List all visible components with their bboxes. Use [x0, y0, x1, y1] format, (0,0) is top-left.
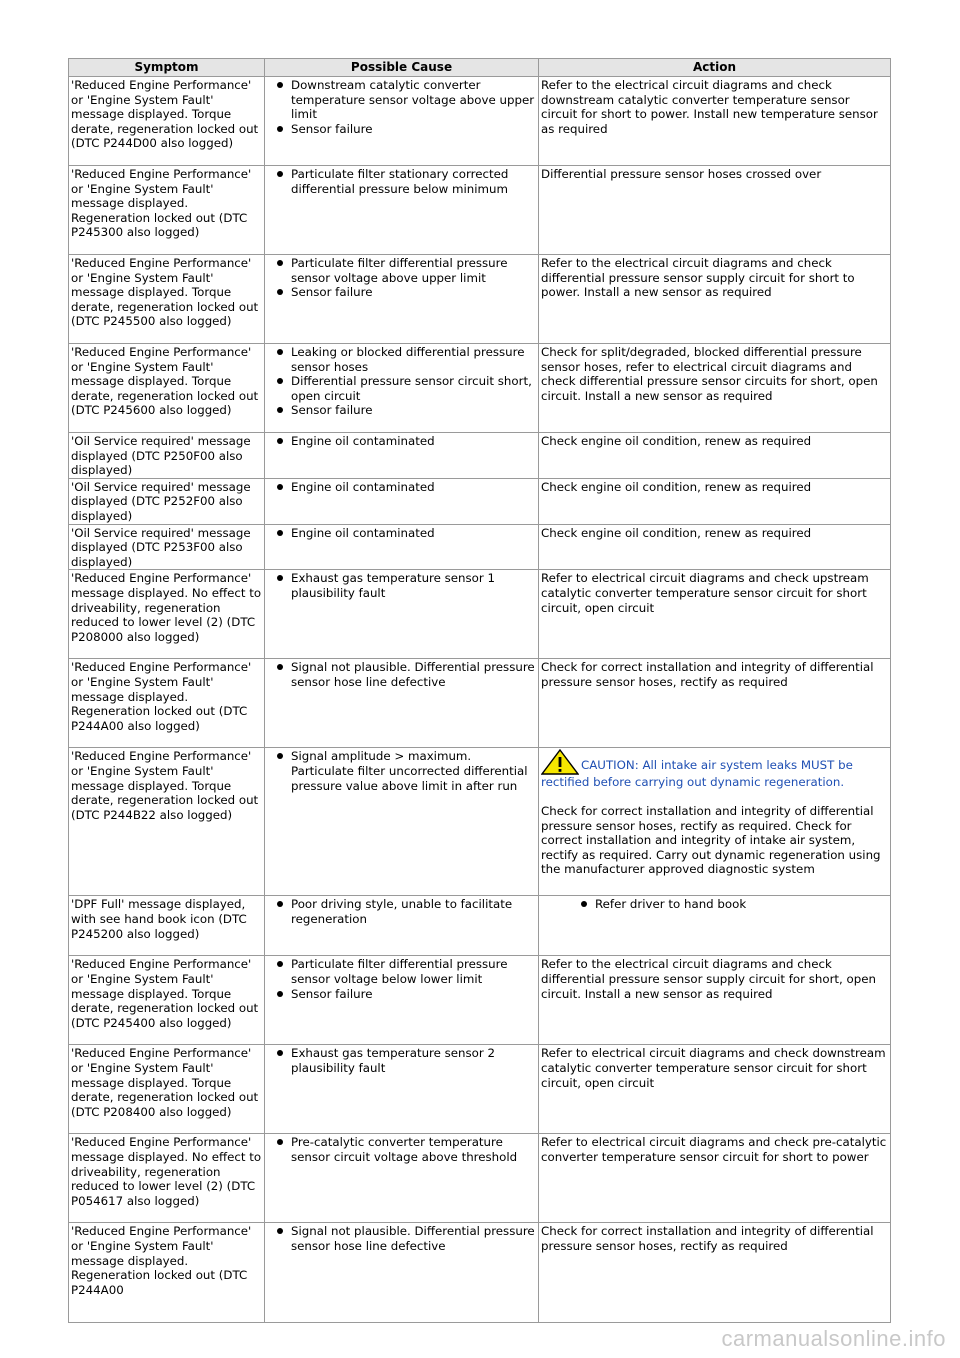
cause-bullet-item: Engine oil contaminated	[267, 480, 536, 495]
table-row	[69, 255, 891, 344]
action-text: Refer to electrical circuit diagrams and check pre-catalytic converter temperature sensor circuit for short to power	[541, 1135, 887, 1164]
symptom-cell: 'Reduced Engine Performance' or 'Engine System Fault' message displayed. Regeneration locked out (DTC P244A00 also logged)	[69, 659, 265, 748]
possible-cause-cell	[265, 570, 539, 659]
action-cell	[539, 344, 891, 433]
symptom-table	[68, 58, 891, 1323]
symptom-cell: 'Reduced Engine Performance' or 'Engine System Fault' message displayed. Torque derate, regeneration locked out (DTC P245500 also logged)	[69, 255, 265, 344]
symptom-cell: 'Reduced Engine Performance' or 'Engine System Fault' message displayed. Regeneration locked out (DTC P245300 also logged)	[69, 166, 265, 255]
action-text: Check for correct installation and integrity of differential pressure sensor hoses, rectify as required. Check for correct installation and integrity of intake air system, rectify as required. Carry out dynamic regeneration using the manufacturer approved diagnostic system	[541, 803, 881, 877]
symptom-cell: 'Oil Service required' message displayed (DTC P253F00 also displayed)	[69, 524, 265, 570]
watermark: carmanualsonline.info	[721, 1326, 946, 1351]
action-cell	[539, 1134, 891, 1223]
caution-note	[541, 749, 888, 790]
cause-bullet-item: Particulate filter differential pressure sensor voltage below lower limit	[267, 957, 536, 986]
table-row	[69, 659, 891, 748]
cause-bullet-item: Downstream catalytic converter temperature sensor voltage above upper limit	[267, 78, 536, 122]
symptom-cell: 'Reduced Engine Performance' or 'Engine System Fault' message displayed. Torque derate, regeneration locked out (DTC P245400 also logged)	[69, 956, 265, 1045]
table-row	[69, 748, 891, 896]
symptom-cell: 'Reduced Engine Performance' or 'Engine System Fault' message displayed. Torque derate, regeneration locked out (DTC P208400 also logged)	[69, 1045, 265, 1134]
caution-text: CAUTION: All intake air system leaks MUST be rectified before carrying out dynamic regeneration.	[541, 758, 853, 790]
action-cell	[539, 433, 891, 479]
table-row	[69, 166, 891, 255]
action-text: Check engine oil condition, renew as required	[541, 434, 812, 448]
cause-bullet-item: Particulate filter stationary corrected differential pressure below minimum	[267, 167, 536, 196]
action-cell	[539, 956, 891, 1045]
action-bullet-item: Refer driver to hand book	[571, 897, 888, 912]
action-cell	[539, 255, 891, 344]
action-text: Refer to the electrical circuit diagrams and check downstream catalytic converter temperature sensor circuit for short to power. Install new temperature sensor as required	[541, 78, 878, 136]
table-row	[69, 1045, 891, 1134]
cause-bullet-item: Exhaust gas temperature sensor 1 plausibility fault	[267, 571, 536, 600]
action-text: Refer to the electrical circuit diagrams and check differential pressure sensor supply circuit for short, open circuit. Install a new sensor as required	[541, 957, 876, 1001]
action-text: Check engine oil condition, renew as required	[541, 525, 812, 540]
possible-cause-cell	[265, 659, 539, 748]
action-text: Refer to the electrical circuit diagrams and check differential pressure sensor supply circuit for short to power. Install a new sensor as required	[541, 256, 855, 300]
cause-bullet-item: Sensor failure	[267, 403, 536, 418]
table-row	[69, 77, 891, 166]
action-text: Refer to electrical circuit diagrams and check downstream catalytic converter temperature sensor circuit for short circuit, open circuit	[541, 1046, 886, 1090]
header-action: Action	[539, 59, 891, 77]
table-row	[69, 524, 891, 570]
possible-cause-cell	[265, 956, 539, 1045]
action-cell	[539, 570, 891, 659]
table-row	[69, 1134, 891, 1223]
cause-bullet-item: Differential pressure sensor circuit short, open circuit	[267, 374, 536, 403]
symptom-cell: 'DPF Full' message displayed, with see hand book icon (DTC P245200 also logged)	[69, 896, 265, 956]
cause-bullet-item: Sensor failure	[267, 122, 536, 137]
action-text: Check engine oil condition, renew as required	[541, 479, 812, 494]
possible-cause-cell	[265, 1045, 539, 1134]
action-cell	[539, 659, 891, 748]
cause-bullet-item: Signal not plausible. Differential pressure sensor hose line defective	[267, 660, 536, 689]
action-cell	[539, 478, 891, 524]
possible-cause-cell	[265, 478, 539, 524]
possible-cause-cell	[265, 344, 539, 433]
possible-cause-cell	[265, 748, 539, 896]
cause-bullet-item: Pre-catalytic converter temperature sensor circuit voltage above threshold	[267, 1135, 536, 1164]
action-text: Check for correct installation and integrity of differential pressure sensor hoses, rectify as required	[541, 1224, 874, 1253]
action-cell	[539, 1045, 891, 1134]
header-possible-cause: Possible Cause	[265, 59, 539, 77]
possible-cause-cell	[265, 896, 539, 956]
cause-bullet-item: Poor driving style, unable to facilitate regeneration	[267, 897, 536, 926]
action-text: Differential pressure sensor hoses crossed over	[541, 167, 822, 181]
cause-bullet-item: Sensor failure	[267, 285, 536, 300]
action-text: Refer to electrical circuit diagrams and check upstream catalytic converter temperature sensor circuit for short circuit, open circuit	[541, 571, 869, 615]
symptom-cell: 'Reduced Engine Performance' or 'Engine System Fault' message displayed. Torque derate, regeneration locked out (DTC P244B22 also logged)	[69, 748, 265, 896]
action-cell	[539, 896, 891, 956]
action-text: Check for split/degraded, blocked differential pressure sensor hoses, refer to electrical circuit diagrams and check differential pressure sensor circuits for short, open circuit. Install a new sensor as required	[541, 345, 878, 403]
cause-bullet-item: Signal amplitude > maximum. Particulate filter uncorrected differential pressure value above limit in after run	[267, 749, 536, 793]
cause-bullet-item: Signal not plausible. Differential pressure sensor hose line defective	[267, 1224, 536, 1253]
cause-bullet-item: Particulate filter differential pressure sensor voltage above upper limit	[267, 256, 536, 285]
table-row	[69, 478, 891, 524]
table-row	[69, 1223, 891, 1323]
symptom-cell: 'Reduced Engine Performance' or 'Engine System Fault' message displayed. Torque derate, regeneration locked out (DTC P245600 also logged)	[69, 344, 265, 433]
cause-bullet-item: Engine oil contaminated	[267, 434, 536, 449]
possible-cause-cell	[265, 1134, 539, 1223]
cause-bullet-item: Engine oil contaminated	[267, 526, 536, 541]
cause-bullet-item: Sensor failure	[267, 987, 536, 1002]
possible-cause-cell	[265, 255, 539, 344]
cause-bullet-item: Exhaust gas temperature sensor 2 plausibility fault	[267, 1046, 536, 1075]
symptom-cell: 'Oil Service required' message displayed (DTC P250F00 also displayed)	[69, 433, 265, 479]
symptom-cell: 'Reduced Engine Performance' or 'Engine System Fault' message displayed. Regeneration locked out (DTC P244A00	[69, 1223, 265, 1323]
cause-bullet-item: Leaking or blocked differential pressure sensor hoses	[267, 345, 536, 374]
possible-cause-cell	[265, 166, 539, 255]
action-cell	[539, 524, 891, 570]
table-row	[69, 344, 891, 433]
table-row	[69, 433, 891, 479]
table-header-row	[69, 59, 891, 77]
action-text: Check for correct installation and integrity of differential pressure sensor hoses, rectify as required	[541, 660, 874, 689]
symptom-cell: 'Reduced Engine Performance' or 'Engine System Fault' message displayed. Torque derate, regeneration locked out (DTC P244D00 also logged)	[69, 77, 265, 166]
action-cell	[539, 166, 891, 255]
symptom-cell: 'Reduced Engine Performance' message displayed. No effect to driveability, regeneration reduced to lower level (2) (DTC P208000 also logged)	[69, 570, 265, 659]
action-cell	[539, 77, 891, 166]
symptom-cell: 'Oil Service required' message displayed (DTC P252F00 also displayed)	[69, 478, 265, 524]
header-symptom: Symptom	[69, 59, 265, 77]
action-cell	[539, 1223, 891, 1323]
possible-cause-cell	[265, 433, 539, 479]
possible-cause-cell	[265, 524, 539, 570]
possible-cause-cell	[265, 77, 539, 166]
table-row	[69, 896, 891, 956]
table-row	[69, 570, 891, 659]
possible-cause-cell	[265, 1223, 539, 1323]
table-row	[69, 956, 891, 1045]
symptom-cell: 'Reduced Engine Performance' message displayed. No effect to driveability, regeneration reduced to lower level (2) (DTC P054617 also logged)	[69, 1134, 265, 1223]
warning-triangle-icon	[541, 749, 579, 775]
action-cell	[539, 748, 891, 896]
